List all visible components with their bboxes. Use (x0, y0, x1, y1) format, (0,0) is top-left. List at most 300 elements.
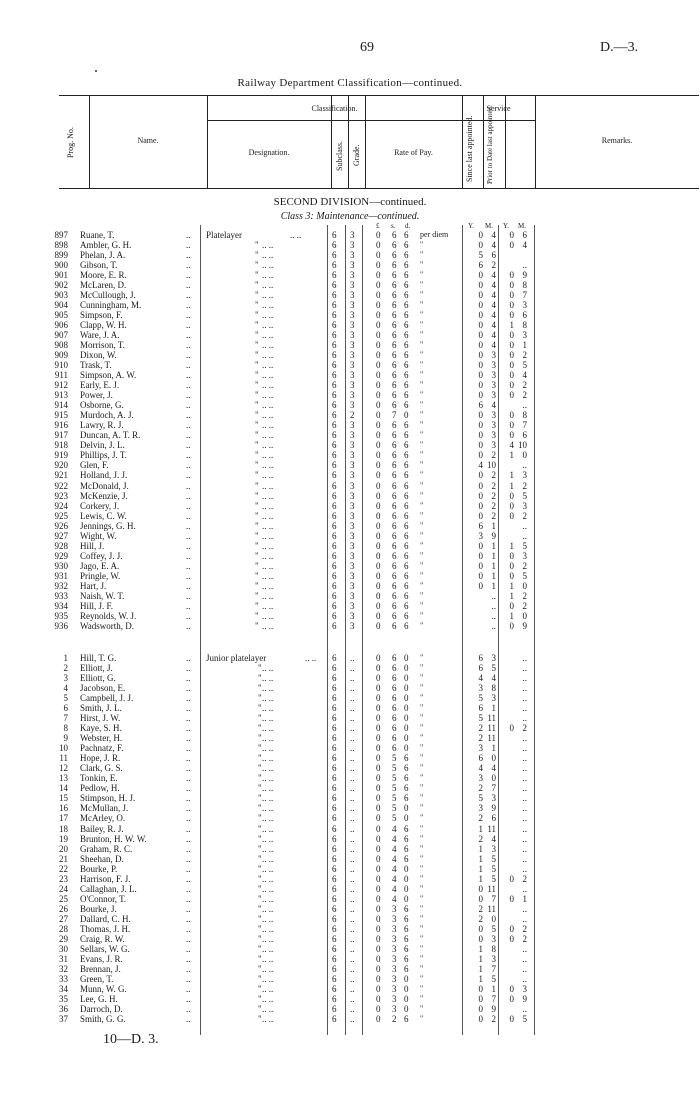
prog-no: 908 (54, 340, 68, 351)
leader-dots: .. .. (262, 450, 274, 461)
header-since-appointed: Since last appointed. (465, 115, 474, 182)
pay-shillings: 6 (392, 500, 397, 511)
since-years: 5 (478, 793, 483, 804)
leader-dots: .. .. (262, 853, 274, 864)
prior-months: .. (522, 733, 527, 744)
designation: " (255, 290, 259, 301)
leader-dots: .. .. (262, 370, 274, 381)
pay-period: " (420, 370, 424, 380)
leader-dots: .. (186, 300, 191, 311)
leader-dots: .. (186, 400, 191, 411)
pay-pounds: 0 (376, 400, 381, 411)
pay-period: per diem (420, 230, 449, 239)
pay-pence: 6 (404, 853, 409, 864)
leader-dots: .. (186, 853, 191, 864)
pay-pounds: 0 (376, 663, 381, 674)
pay-period: " (420, 923, 424, 933)
header-classification: Classification. (311, 104, 358, 113)
prior-months: 5 (522, 540, 527, 551)
designation: " (255, 400, 259, 411)
designation: " (258, 823, 262, 834)
since-months: .. (491, 610, 496, 621)
prior-years: 0 (509, 350, 514, 361)
header-grade: Grade. (352, 144, 361, 166)
designation: " (255, 340, 259, 351)
prog-no: 2 (63, 663, 68, 674)
pay-pounds: 0 (376, 610, 381, 621)
since-months: 0 (491, 773, 496, 784)
pay-pounds: 0 (376, 540, 381, 551)
pay-period: " (420, 953, 424, 963)
leader-dots: .. .. (290, 230, 302, 240)
leader-dots: .. .. (262, 310, 274, 321)
prior-months: .. (522, 693, 527, 704)
table-row (0, 934, 700, 944)
prior-years: 1 (509, 450, 514, 461)
pay-period: " (420, 430, 424, 440)
subclass: 6 (332, 350, 337, 361)
prior-months: 2 (522, 723, 527, 734)
since-years: 0 (478, 240, 483, 251)
prior-months: .. (522, 833, 527, 844)
pay-shillings: 4 (392, 843, 397, 854)
since-years: 1 (478, 953, 483, 964)
prog-no: 933 (54, 590, 68, 601)
pay-pence: 6 (404, 843, 409, 854)
leader-dots: .. .. (262, 290, 274, 301)
pay-shillings: 7 (392, 410, 397, 421)
employee-name: Corkery, J. (80, 500, 120, 511)
since-months: 5 (491, 873, 496, 884)
employee-name: Murdoch, A. J. (80, 410, 134, 421)
designation: " (255, 310, 259, 321)
leader-dots: .. .. (262, 823, 274, 834)
prior-years: 1 (509, 580, 514, 591)
since-years: 1 (478, 843, 483, 854)
pay-pounds: 0 (376, 580, 381, 591)
table-row (0, 914, 700, 924)
pay-shillings: 6 (392, 290, 397, 301)
prior-years: 1 (509, 470, 514, 481)
leader-dots: .. (186, 540, 191, 551)
prior-months: 6 (522, 310, 527, 321)
leader-dots: .. .. (262, 773, 274, 784)
pay-pounds: 0 (376, 683, 381, 694)
pay-pounds: 0 (376, 530, 381, 541)
subclass: 6 (332, 550, 337, 561)
pay-shillings: 6 (392, 310, 397, 321)
employee-name: Thomas, J. H. (80, 923, 131, 934)
page-number: 69 (360, 40, 374, 55)
table-row (0, 260, 700, 270)
pay-shillings: 4 (392, 883, 397, 894)
leader-dots: .. .. (262, 500, 274, 511)
grade: 3 (350, 340, 355, 351)
pay-shillings: 6 (392, 590, 397, 601)
employee-name: McCullough, J. (80, 290, 136, 301)
leader-dots: .. .. (262, 620, 274, 631)
pay-pence: 6 (404, 620, 409, 631)
employee-name: Wadsworth, D. (80, 620, 135, 631)
leader-dots: .. (186, 240, 191, 251)
since-months: 3 (491, 410, 496, 421)
prog-no: 4 (63, 683, 68, 694)
subclass: 6 (332, 953, 337, 964)
grade: 3 (350, 330, 355, 341)
pay-pence: 0 (404, 893, 409, 904)
since-years: 1 (478, 863, 483, 874)
prior-months: 4 (522, 370, 527, 381)
leader-dots: .. .. (262, 590, 274, 601)
prior-months: 5 (522, 1014, 527, 1025)
pay-shillings: 6 (392, 250, 397, 261)
leader-dots: .. .. (262, 973, 274, 984)
pay-shillings: 3 (392, 903, 397, 914)
since-months: 6 (491, 813, 496, 824)
prior-years: 0 (509, 310, 514, 321)
pay-period: " (420, 510, 424, 520)
pay-period: " (420, 673, 424, 683)
prior-months: 2 (522, 510, 527, 521)
prog-no: 898 (54, 240, 68, 251)
pay-pence: 6 (404, 350, 409, 361)
pay-period: " (420, 983, 424, 993)
pay-pence: 6 (404, 440, 409, 451)
grade: 3 (350, 420, 355, 431)
pay-period: " (420, 833, 424, 843)
header-service: Service (486, 104, 511, 113)
since-months: 2 (491, 500, 496, 511)
leader-dots: .. (186, 520, 191, 531)
subclass: 6 (332, 733, 337, 744)
pay-pence: 6 (404, 240, 409, 251)
since-months: 2 (491, 480, 496, 491)
employee-name: Ware, J. A. (80, 330, 120, 341)
pay-pounds: 0 (376, 1014, 381, 1025)
prog-no: 925 (54, 510, 68, 521)
since-years: 4 (478, 673, 483, 684)
pay-pounds: 0 (376, 673, 381, 684)
leader-dots: .. (186, 580, 191, 591)
leader-dots: .. (186, 490, 191, 501)
leader-dots: .. (186, 280, 191, 291)
designation: " (255, 300, 259, 311)
employee-name: Campbell, J. J. (80, 693, 134, 704)
designation: " (255, 260, 259, 271)
designation: " (255, 280, 259, 291)
employee-name: Sheehan, D. (80, 853, 124, 864)
subclass: 6 (332, 450, 337, 461)
employee-name: Pringle, W. (80, 570, 121, 581)
prior-years: 0 (509, 490, 514, 501)
leader-dots: .. (186, 693, 191, 704)
subclass: 6 (332, 994, 337, 1005)
pay-pence: 6 (404, 943, 409, 954)
since-months: 3 (491, 440, 496, 451)
grade: .. (350, 863, 355, 874)
since-months: 9 (491, 803, 496, 814)
grade: .. (350, 703, 355, 714)
leader-dots: .. .. (262, 803, 274, 814)
since-years: 0 (478, 893, 483, 904)
table-row (0, 974, 700, 984)
table-row (0, 743, 700, 753)
table-row (0, 753, 700, 763)
table-row (0, 813, 700, 823)
pay-pounds: 0 (376, 873, 381, 884)
since-months: 4 (491, 763, 496, 774)
prior-years: 0 (509, 280, 514, 291)
employee-name: Cunningham, M. (80, 300, 142, 311)
subclass: 6 (332, 923, 337, 934)
employee-name: Reynolds, W. J. (80, 610, 137, 621)
subclass: 6 (332, 773, 337, 784)
pay-pence: 6 (404, 520, 409, 531)
prior-months: .. (522, 823, 527, 834)
prog-no: 27 (59, 913, 68, 924)
pay-shillings: 6 (392, 530, 397, 541)
pay-pence: 6 (404, 1014, 409, 1025)
pay-pence: 6 (404, 300, 409, 311)
designation: " (258, 1004, 262, 1015)
pay-pence: 0 (404, 723, 409, 734)
pay-period: " (420, 340, 424, 350)
leader-dots: .. (186, 963, 191, 974)
pay-pounds: 0 (376, 430, 381, 441)
prog-no: 12 (59, 763, 68, 774)
grade: 3 (350, 480, 355, 491)
leader-dots: .. .. (262, 713, 274, 724)
since-months: 3 (491, 370, 496, 381)
table-row (0, 270, 700, 280)
pay-pence: 0 (404, 983, 409, 994)
table-row (0, 763, 700, 773)
leader-dots: .. (186, 943, 191, 954)
leader-dots: .. .. (262, 270, 274, 281)
grade: 3 (350, 260, 355, 271)
designation: " (258, 903, 262, 914)
header-rate: Rate of Pay. (394, 148, 433, 157)
pay-pounds: 0 (376, 410, 381, 421)
since-years: 0 (478, 440, 483, 451)
leader-dots: .. (186, 733, 191, 744)
designation: " (258, 953, 262, 964)
pay-shillings: 3 (392, 973, 397, 984)
designation: " (255, 590, 259, 601)
grade: .. (350, 903, 355, 914)
pay-pounds: 0 (376, 773, 381, 784)
prior-months: 0 (522, 610, 527, 621)
leader-dots: .. (186, 773, 191, 784)
prior-years: 4 (509, 440, 514, 451)
grade: 3 (350, 370, 355, 381)
table-row (0, 440, 700, 450)
designation: " (258, 943, 262, 954)
unit-years-prior: Y. (503, 222, 509, 230)
employee-name: Naish, W. T. (80, 590, 125, 601)
employee-name: Power, J. (80, 390, 113, 401)
employee-name: Evans, J. R. (80, 953, 123, 964)
designation: " (255, 450, 259, 461)
pay-pounds: 0 (376, 653, 381, 663)
leader-dots: .. .. (262, 330, 274, 341)
leader-dots: .. (186, 833, 191, 844)
since-months: 4 (491, 280, 496, 291)
grade: 3 (350, 550, 355, 561)
pay-period: " (420, 1004, 424, 1014)
designation: " (255, 460, 259, 471)
leader-dots: .. .. (262, 440, 274, 451)
subclass: 6 (332, 723, 337, 734)
pay-shillings: 3 (392, 933, 397, 944)
prior-years: 1 (509, 320, 514, 331)
pay-period: " (420, 723, 424, 733)
pay-period: " (420, 350, 424, 360)
employee-name: Coffey, J. J. (80, 550, 123, 561)
leader-dots: .. (186, 873, 191, 884)
prior-months: .. (522, 953, 527, 964)
leader-dots: .. .. (262, 300, 274, 311)
leader-dots: .. .. (262, 933, 274, 944)
unit-years-since: Y. (468, 222, 474, 230)
leader-dots: .. (186, 933, 191, 944)
prior-years: 0 (509, 994, 514, 1005)
pay-pounds: 0 (376, 470, 381, 481)
table-row (0, 230, 700, 240)
prior-months: 2 (522, 390, 527, 401)
prior-months: 9 (522, 620, 527, 631)
pay-pence: 6 (404, 480, 409, 491)
pay-pence: 6 (404, 793, 409, 804)
employee-name: Munn, W. G. (80, 983, 127, 994)
employee-name: Morrison, T. (80, 340, 125, 351)
grade: .. (350, 743, 355, 754)
pay-period: " (420, 843, 424, 853)
leader-dots: .. .. (262, 410, 274, 421)
prog-no: 22 (59, 863, 68, 874)
since-months: 1 (491, 570, 496, 581)
pay-shillings: 4 (392, 873, 397, 884)
leader-dots: .. .. (262, 390, 274, 401)
stray-mark (95, 70, 97, 72)
pay-pence: 0 (404, 410, 409, 421)
pay-period: " (420, 290, 424, 300)
employee-name: Hope, J. R. (80, 753, 121, 764)
employee-name: Early, E. J. (80, 380, 120, 391)
prog-no: 923 (54, 490, 68, 501)
subclass: 6 (332, 693, 337, 704)
designation: " (258, 713, 262, 724)
table-row (0, 683, 700, 693)
pay-pounds: 0 (376, 693, 381, 704)
leader-dots: .. .. (262, 430, 274, 441)
pay-pounds: 0 (376, 863, 381, 874)
pay-pence: 0 (404, 863, 409, 874)
prog-no: 927 (54, 530, 68, 541)
prog-no: 921 (54, 470, 68, 481)
subclass: 6 (332, 863, 337, 874)
pay-pence: 6 (404, 460, 409, 471)
prior-months: 10 (518, 440, 527, 451)
pay-period: " (420, 240, 424, 250)
designation: " (255, 360, 259, 371)
subclass: 6 (332, 600, 337, 611)
pay-pounds: 0 (376, 943, 381, 954)
prog-no: 932 (54, 580, 68, 591)
pay-shillings: 6 (392, 340, 397, 351)
prior-months: .. (522, 400, 527, 411)
since-months: 3 (491, 793, 496, 804)
pay-pence: 6 (404, 953, 409, 964)
leader-dots: .. .. (262, 703, 274, 714)
leader-dots: .. (186, 953, 191, 964)
prog-no: 11 (59, 753, 68, 764)
prog-no: 922 (54, 480, 68, 491)
subclass: 6 (332, 1004, 337, 1015)
subclass: 6 (332, 813, 337, 824)
grade: 3 (350, 320, 355, 331)
leader-dots: .. (186, 250, 191, 261)
employee-name: Lawry, R. J. (80, 420, 124, 431)
pay-period: " (420, 933, 424, 943)
prior-months: .. (522, 653, 527, 663)
grade: 3 (350, 280, 355, 291)
subclass: 6 (332, 480, 337, 491)
table-row (0, 954, 700, 964)
employee-name: Bourke, J. (80, 903, 117, 914)
grade: 3 (350, 310, 355, 321)
subclass: 6 (332, 843, 337, 854)
designation: " (255, 370, 259, 381)
leader-dots: .. .. (262, 893, 274, 904)
pay-period: " (420, 280, 424, 290)
leader-dots: .. (186, 350, 191, 361)
since-years: 0 (478, 320, 483, 331)
pay-shillings: 5 (392, 753, 397, 764)
pay-period: " (420, 813, 424, 823)
pay-pence: 6 (404, 310, 409, 321)
pay-shillings: 6 (392, 280, 397, 291)
prog-no: 914 (54, 400, 68, 411)
leader-dots: .. (186, 743, 191, 754)
grade: .. (350, 783, 355, 794)
pay-shillings: 6 (392, 520, 397, 531)
grade: .. (350, 763, 355, 774)
employee-name: Delvin, J. L. (80, 440, 125, 451)
pay-shillings: 3 (392, 913, 397, 924)
since-years: 0 (478, 300, 483, 311)
leader-dots: .. .. (262, 913, 274, 924)
prior-months: 4 (522, 240, 527, 251)
pay-shillings: 6 (392, 683, 397, 694)
leader-dots: .. .. (262, 994, 274, 1005)
prior-months: .. (522, 1004, 527, 1015)
prog-no: 21 (59, 853, 68, 864)
prog-no: 935 (54, 610, 68, 621)
leader-dots: .. .. (262, 683, 274, 694)
employee-name: Hill, T. G. (80, 653, 117, 663)
subclass: 6 (332, 470, 337, 481)
prior-months: 1 (522, 340, 527, 351)
prog-no: 929 (54, 550, 68, 561)
since-years: 0 (478, 360, 483, 371)
table-row (0, 250, 700, 260)
employee-name: Hirst, J. W. (80, 713, 121, 724)
pay-pence: 6 (404, 763, 409, 774)
prior-months: 0 (522, 450, 527, 461)
leader-dots: .. .. (262, 663, 274, 674)
pay-shillings: 6 (392, 490, 397, 501)
